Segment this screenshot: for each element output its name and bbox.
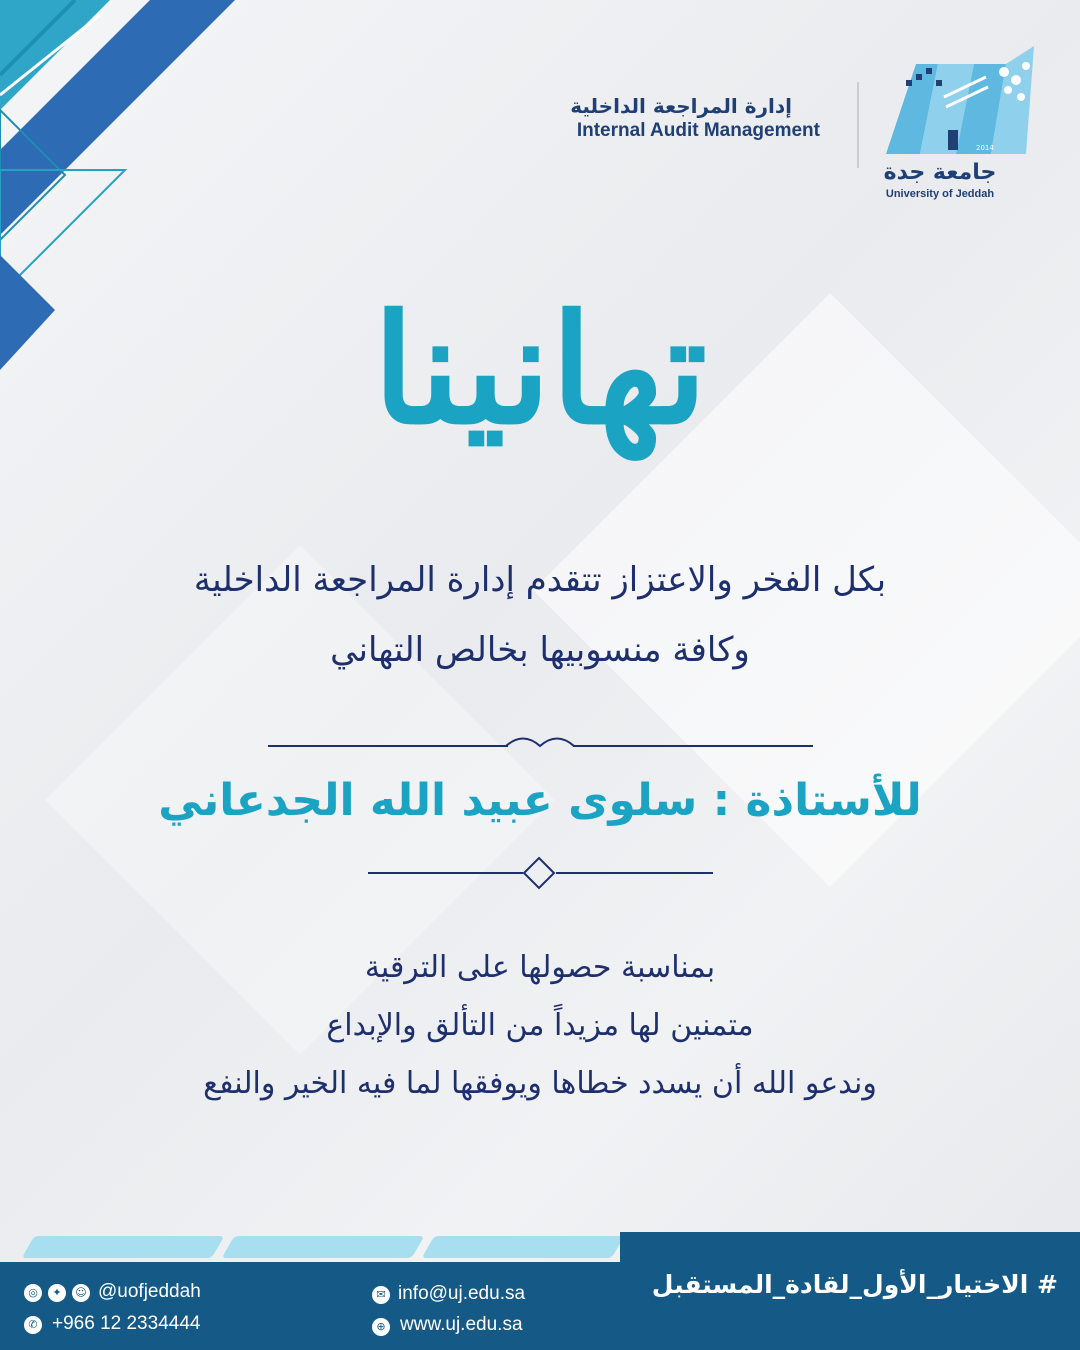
snapchat-icon[interactable]: ☺: [72, 1284, 90, 1302]
university-name-en: University of Jeddah: [885, 188, 995, 200]
twitter-icon[interactable]: ✦: [48, 1284, 66, 1302]
hashtag: # الاختيار_الأول_لقادة_المستقبل: [651, 1270, 1058, 1299]
logo-year: 2014: [976, 144, 994, 152]
footer-stripe: [22, 1236, 225, 1258]
congratulations-title: تهانينا: [372, 282, 708, 458]
email-icon: ✉: [372, 1286, 390, 1304]
ornament-divider-bottom: [368, 856, 713, 890]
phone-icon: ✆: [24, 1316, 42, 1334]
ornament-divider-top: [268, 735, 813, 759]
occasion-line-3: وندعو الله أن يسدد خطاها ويوفقها لما فيه الخير والنفع: [203, 1066, 877, 1101]
department-name-ar: إدارة المراجعة الداخلية: [570, 94, 792, 118]
corner-decoration: [0, 0, 260, 380]
footer-stripe: [222, 1236, 425, 1258]
university-logo: [876, 42, 1036, 160]
recipient-name: للأستاذة : سلوى عبيد الله الجدعاني: [158, 775, 922, 826]
email-link[interactable]: info@uj.edu.sa: [398, 1283, 526, 1304]
website-link[interactable]: www.uj.edu.sa: [400, 1314, 523, 1335]
department-name-en: Internal Audit Management: [576, 120, 820, 141]
phone-number[interactable]: +966 12 2334444: [52, 1313, 201, 1334]
intro-line-1: بكل الفخر والاعتزاز تتقدم إدارة المراجعة الداخلية: [193, 560, 887, 600]
instagram-icon[interactable]: ◎: [24, 1284, 42, 1302]
web-icon: ⊕: [372, 1318, 390, 1336]
occasion-line-1: بمناسبة حصولها على الترقية: [364, 950, 716, 985]
university-name-ar: جامعة جدة: [883, 160, 997, 185]
footer-stripe: [422, 1236, 625, 1258]
header-divider: [857, 82, 859, 168]
intro-line-2: وكافة منسوبيها بخالص التهاني: [330, 630, 750, 670]
occasion-line-2: متمنين لها مزيداً من التألق والإبداع: [326, 1008, 754, 1043]
social-handle[interactable]: @uofjeddah: [98, 1281, 201, 1302]
